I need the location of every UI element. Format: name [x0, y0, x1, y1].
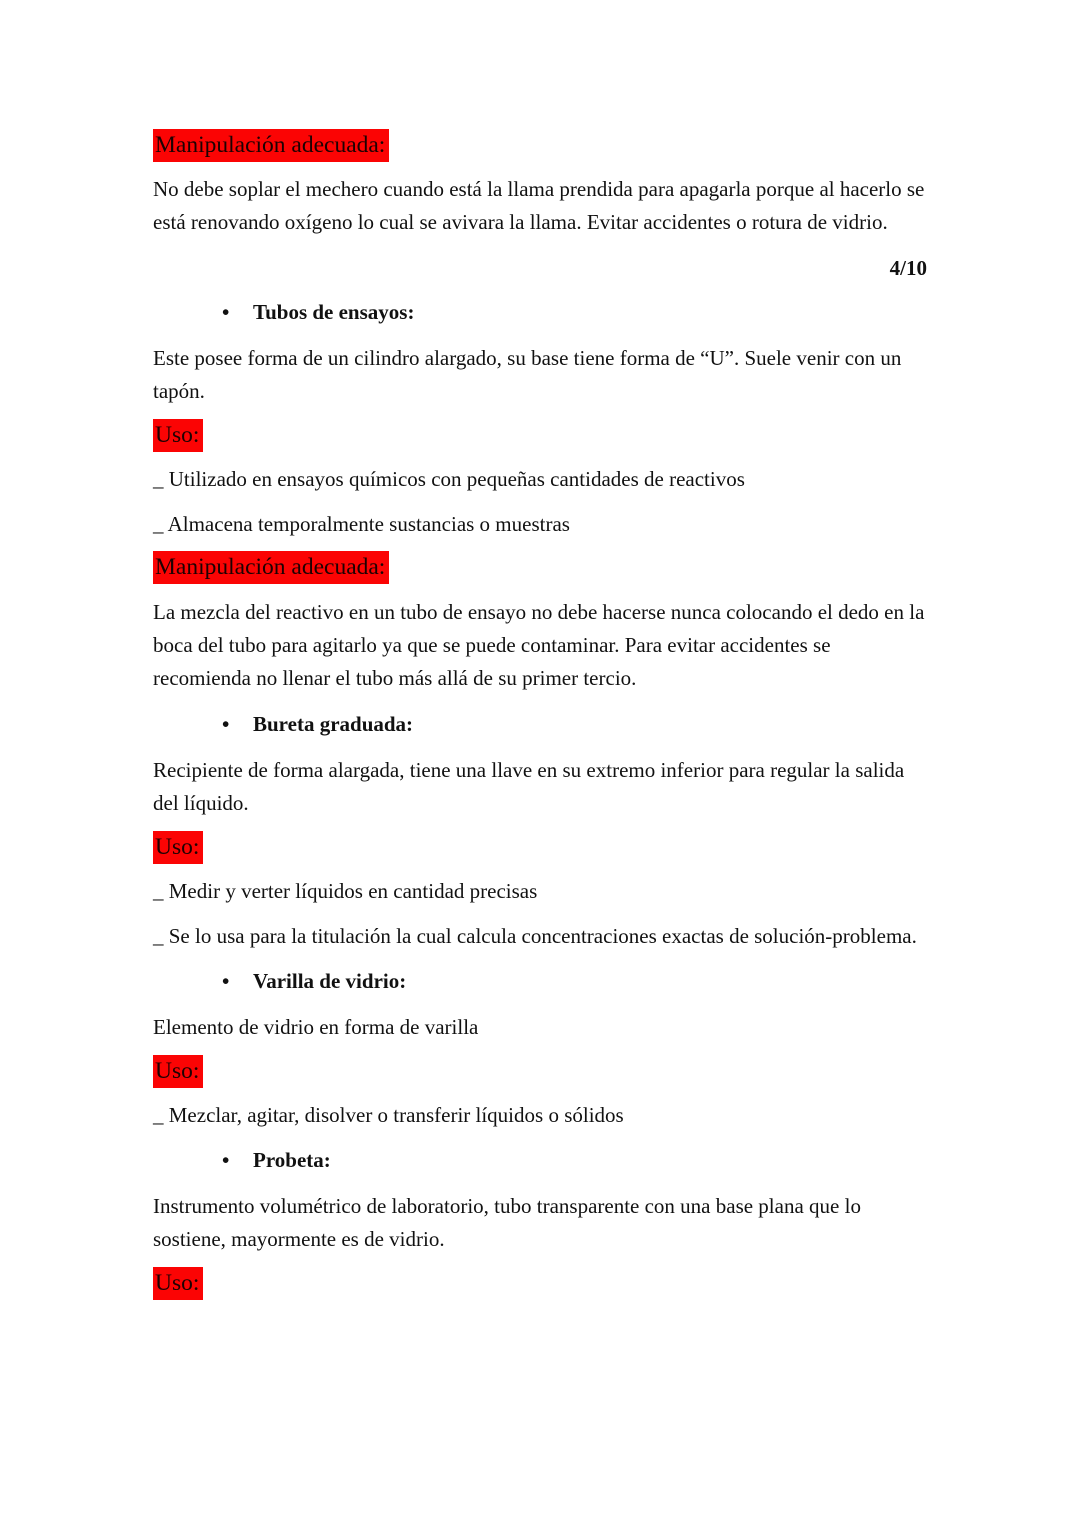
underscore-item-titulacion: _ Se lo usa para la titulación la cual calcula concentraciones exactas de solución-problema. — [153, 923, 917, 948]
underscore-item-almacena: _ Almacena temporalmente sustancias o muestras — [153, 512, 570, 537]
bullet-label: Probeta: — [253, 1147, 331, 1172]
bullet-item-probeta — [153, 1144, 927, 1177]
paragraph-probeta-descripcion: Instrumento volumétrico de laboratorio, tubo transparente con una base plana que lo sostiene, mayormente es de vidrio. — [153, 1193, 861, 1251]
heading-text: Uso: — [153, 419, 203, 452]
paragraph-bureta-descripcion: Recipiente de forma alargada, tiene una llave en su extremo inferior para regular la salida del líquido. — [153, 757, 905, 815]
bullet-item-bureta-graduada — [153, 708, 927, 741]
page-number: 4/10 — [889, 256, 927, 281]
bullet-label: Bureta graduada: — [253, 711, 414, 736]
heading-text: Uso: — [153, 1267, 203, 1300]
underscore-item-mezclar: _ Mezclar, agitar, disolver o transferir líquidos o sólidos — [153, 1102, 624, 1127]
bullet-label: Varilla de vidrio: — [253, 968, 407, 993]
highlighted-heading-uso-1 — [153, 421, 927, 449]
paragraph-tubo-descripcion: Este posee forma de un cilindro alargado, su base tiene forma de “U”. Suele venir con un tapón. — [153, 346, 902, 404]
paragraph-mezcla-reactivo: La mezcla del reactivo en un tubo de ensayo no debe hacerse nunca colocando el dedo en la boca del tubo para agitarlo ya que se puede contaminar. Para evitar accidentes se recomienda no llenar el tubo más allá de su primer tercio. — [153, 599, 925, 690]
highlighted-heading-uso-2 — [153, 833, 927, 861]
bullet-icon — [222, 296, 253, 329]
heading-text: Uso: — [153, 1055, 203, 1088]
bullet-label: Tubos de ensayos: — [253, 300, 415, 325]
highlighted-heading-uso-4 — [153, 1269, 927, 1297]
paragraph-mechero: No debe soplar el mechero cuando está la llama prendida para apagarla porque al hacerlo se está renovando oxígeno lo cual se avivara la llama. Evitar accidentes o rotura de vidrio. — [153, 177, 925, 235]
paragraph-varilla-descripcion: Elemento de vidrio en forma de varilla — [153, 1014, 479, 1039]
bullet-icon — [222, 1144, 253, 1177]
bullet-item-tubos-de-ensayos — [153, 296, 927, 329]
bullet-icon — [222, 708, 253, 741]
bullet-icon — [222, 965, 253, 998]
underscore-item-medir: _ Medir y verter líquidos en cantidad precisas — [153, 878, 538, 903]
bullet-item-varilla-de-vidrio — [153, 965, 927, 998]
highlighted-heading-uso-3 — [153, 1057, 927, 1085]
heading-text: Manipulación adecuada: — [153, 551, 389, 584]
highlighted-heading-manipulacion-2 — [153, 553, 927, 581]
highlighted-heading-manipulacion-1 — [153, 131, 927, 159]
underscore-item-utilizado: _ Utilizado en ensayos químicos con pequeñas cantidades de reactivos — [153, 467, 745, 492]
heading-text: Manipulación adecuada: — [153, 129, 389, 162]
heading-text: Uso: — [153, 831, 203, 864]
